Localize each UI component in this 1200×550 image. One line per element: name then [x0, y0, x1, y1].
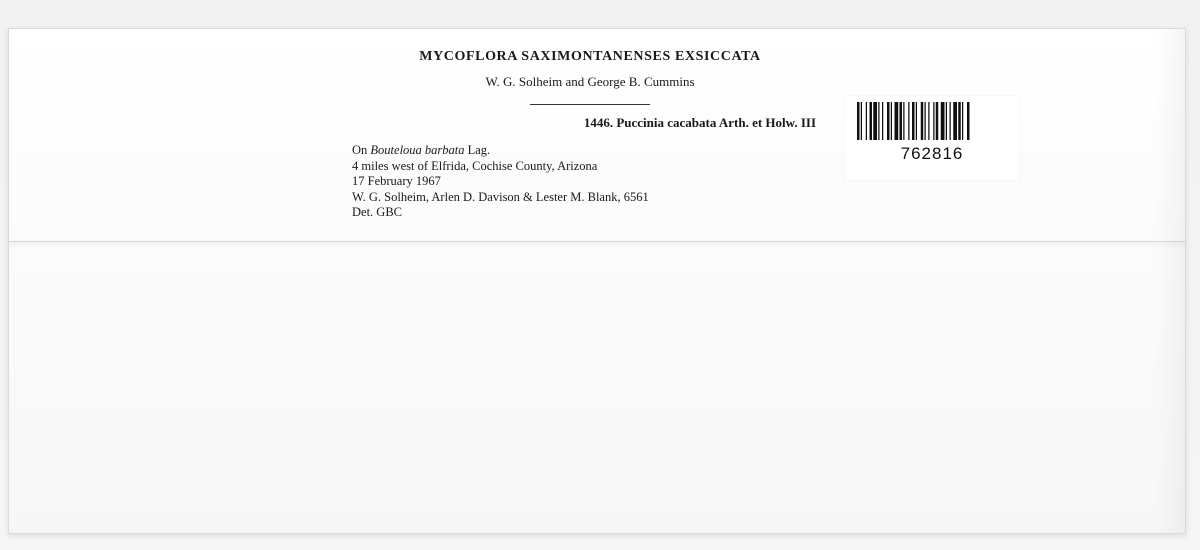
barcode-bar	[882, 102, 883, 140]
barcode-bar	[933, 102, 934, 140]
barcode-bar	[936, 102, 939, 140]
barcode-bar	[946, 102, 947, 140]
fold-shadow	[9, 241, 1185, 251]
host-line	[352, 143, 830, 159]
barcode-bar	[928, 102, 929, 140]
barcode-bar	[895, 102, 899, 140]
divider-rule	[530, 104, 650, 105]
barcode-bar	[958, 102, 961, 140]
barcode-bar	[950, 102, 951, 140]
species-line: 1446. Puccinia cacabata Arth. et Holw. III	[583, 115, 816, 130]
barcode-bar	[903, 102, 904, 140]
barcode-bar	[866, 102, 867, 140]
host-name: Bouteloua barbata	[370, 143, 465, 157]
series-title: MYCOFLORA SAXIMONTANENSES EXSICCATA	[419, 49, 761, 64]
barcode-bar	[962, 102, 963, 140]
editors-line: W. G. Solheim and George B. Cummins	[485, 74, 695, 89]
determiner-line: Det. GBC	[352, 205, 402, 219]
barcode-bar	[967, 102, 970, 140]
barcode-bar	[916, 102, 917, 140]
barcode-bar	[891, 102, 892, 140]
host-author: Lag.	[464, 143, 491, 157]
barcode-number: 762816	[900, 144, 964, 163]
exsiccata-label	[350, 48, 830, 221]
barcode-bar	[878, 102, 879, 140]
barcode-label	[845, 96, 1019, 180]
collection-details	[350, 143, 830, 221]
barcode-bar	[941, 102, 945, 140]
packet-lower-panel	[9, 251, 1185, 533]
host-prefix: On	[352, 143, 371, 157]
barcode-bar	[925, 102, 926, 140]
date-line: 17 February 1967	[352, 174, 441, 188]
barcode-bar	[887, 102, 890, 140]
barcode-bar	[900, 102, 903, 140]
barcode-bar	[861, 102, 862, 140]
barcode-bar	[857, 102, 860, 140]
barcode-bar	[873, 102, 877, 140]
barcode-bar	[870, 102, 873, 140]
barcode-bar	[953, 102, 957, 140]
locality-line: 4 miles west of Elfrida, Cochise County, Arizona	[352, 158, 598, 173]
collectors-line: W. G. Solheim, Arlen D. Davison & Lester M. Blank, 6561	[352, 189, 649, 204]
barcode-bar	[921, 102, 924, 140]
barcode-bar	[908, 102, 909, 140]
packet-edge-shading	[1155, 29, 1185, 533]
barcode-bars	[849, 100, 1015, 144]
barcode-bar	[912, 102, 915, 140]
